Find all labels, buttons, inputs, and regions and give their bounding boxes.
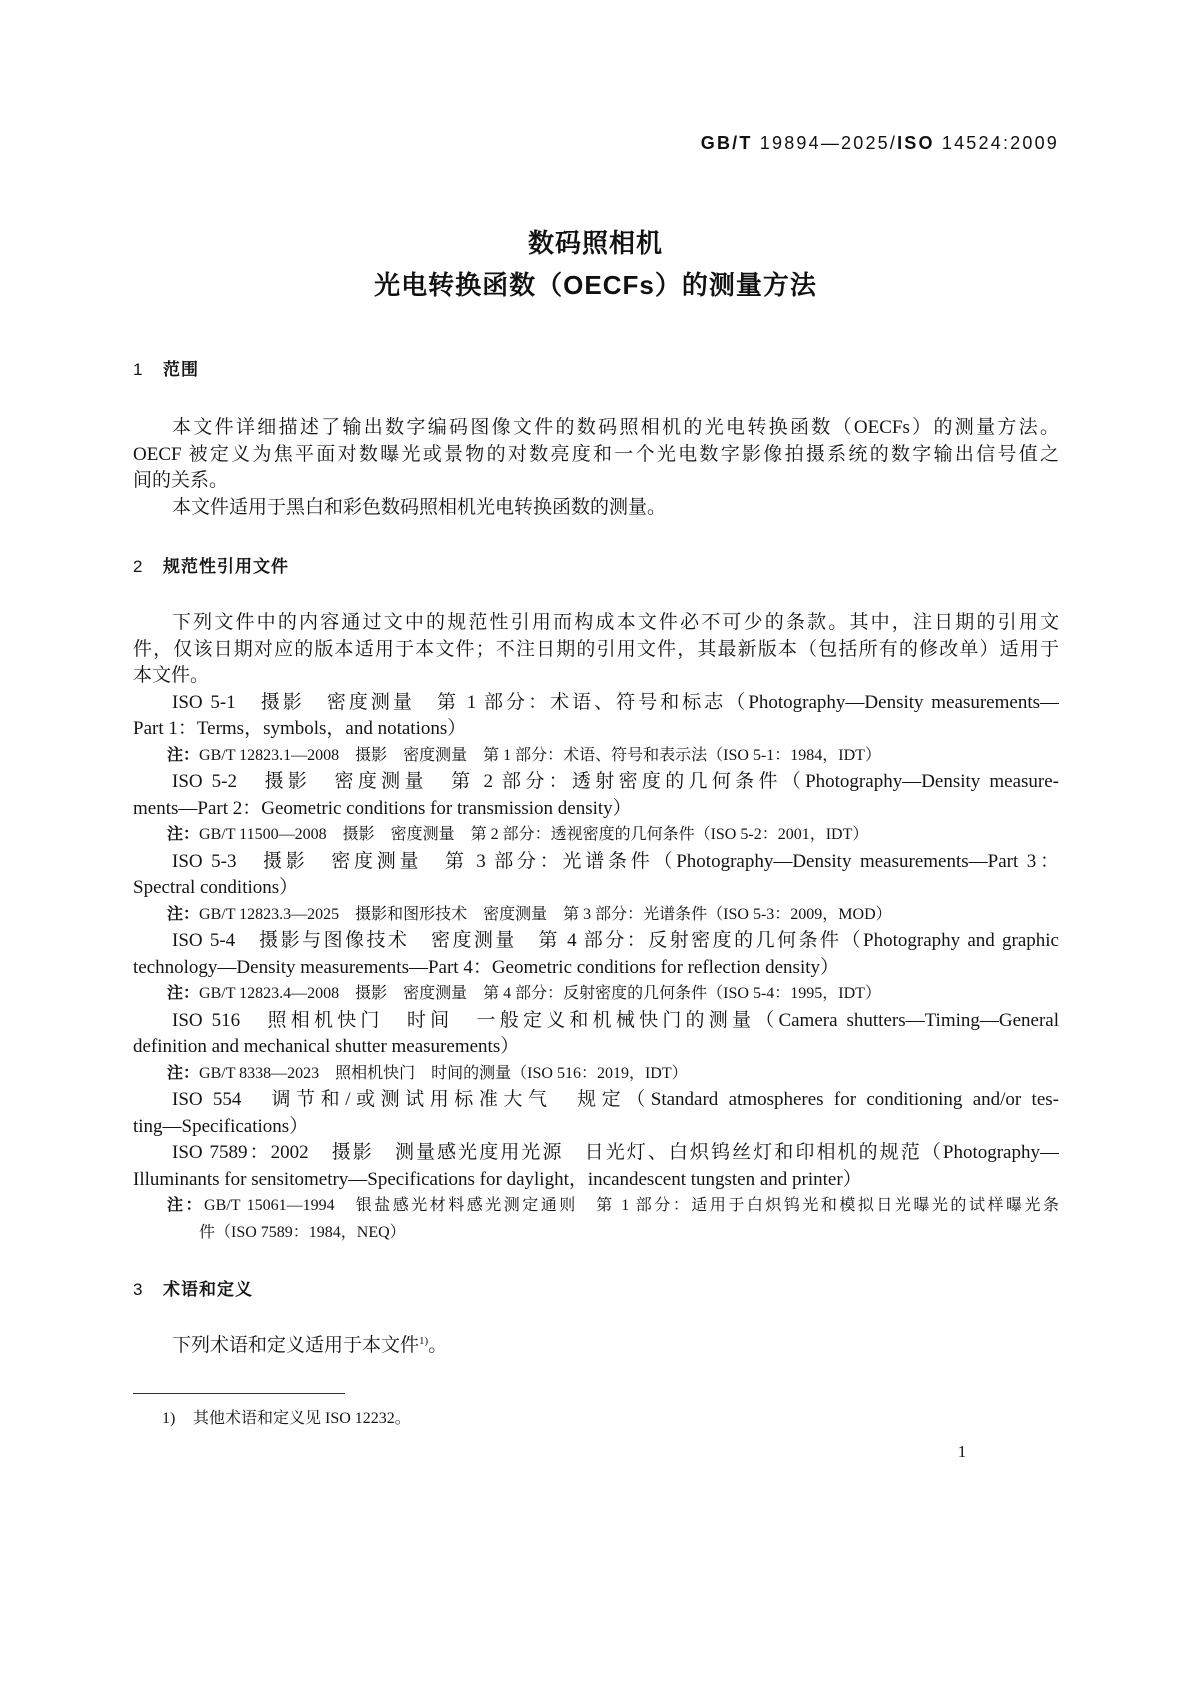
reference-note-continuation: 件（ISO 7589：1984，NEQ） [199,1223,406,1241]
paragraph-text-end: 。 [428,1335,448,1356]
reference-line: ments—Part 2：Geometric conditions for transmission density） [133,797,632,819]
paragraph-line: 本文件详细描述了输出数字编码图像文件的数码照相机的光电转换函数（OECFs）的测量方法。 [172,417,1059,438]
page-number: 1 [957,1442,967,1461]
header-number: 19894—2025/ [752,133,898,153]
note-label: 注： [167,1197,205,1215]
note-text: GB/T 12823.3—2025 摄影和图形技术 密度测量 第 3 部分：光谱条件（ISO 5-3：2009，MOD） [199,905,892,923]
document-title-line-2: 光电转换函数（OECFs）的测量方法 [374,270,817,300]
paragraph-line: 本文件。 [133,665,210,687]
note-label: 注： [167,905,200,923]
note-text: GB/T 12823.4—2008 摄影 密度测量 第 4 部分：反射密度的几何条件（ISO 5-4：1995，IDT） [199,985,881,1003]
footnote-separator [133,1393,345,1394]
note-text: GB/T 15061—1994 银盐感光材料感光测定通则 第 1 部分：适用于白炽钨光和模拟日光曝光的试样曝光条 [204,1197,1059,1215]
header-iso-number: 14524:2009 [934,133,1059,153]
section-2-body [133,610,1059,1246]
reference-note [133,981,1059,1008]
section-number: 3 [133,1280,143,1299]
reference-line: technology—Density measurements—Part 4：Geometric conditions for reflection density） [133,956,839,978]
reference-line: ISO 7589：2002 摄影 测量感光度用光源 日光灯、白炽钨丝灯和印相机的规范（Photography— [172,1142,1059,1164]
footnote-marker: 1) [162,1410,176,1427]
reference-note [133,743,1059,770]
reference-note [133,1061,1059,1088]
reference-note [133,822,1059,849]
reference-line: ting—Specifications） [133,1115,309,1137]
note-text: GB/T 11500—2008 摄影 密度测量 第 2 部分：透视密度的几何条件（ISO 5-2：2001，IDT） [199,826,869,844]
paragraph-line: 件，仅该日期对应的版本适用于本文件；不注日期的引用文件，其最新版本（包括所有的修改单）适用于 [133,638,1059,660]
reference-line: ISO 5-4 摄影与图像技术 密度测量 第 4 部分：反射密度的几何条件（Photography and graphic [172,930,1059,952]
section-title: 术语和定义 [163,1280,253,1299]
reference-line: ISO 5-2 摄影 密度测量 第 2 部分：透射密度的几何条件（Photography—Density measure- [172,771,1059,793]
footnote-text: 其他术语和定义见 ISO 12232。 [193,1410,411,1427]
note-text: GB/T 8338—2023 照相机快门 时间的测量（ISO 516：2019，IDT） [199,1064,688,1082]
section-title: 规范性引用文件 [163,557,289,576]
reference-line: Part 1：Terms，symbols，and notations） [133,718,467,740]
paragraph-line: OECF 被定义为焦平面对数曝光或景物的对数亮度和一个光电数字影像拍摄系统的数字输出信号值之 [133,443,1059,465]
reference-note [133,1193,1059,1220]
section-heading [133,1277,633,1304]
reference-line: ISO 554 调节和/或测试用标准大气 规定（Standard atmospheres for conditioning and/or tes- [172,1089,1059,1111]
paragraph-line: 本文件适用于黑白和彩色数码照相机光电转换函数的测量。 [172,496,667,518]
note-label: 注： [167,746,200,764]
footnote-reference: 1) [419,1335,429,1347]
paragraph-text: 下列术语和定义适用于本文件 [172,1335,420,1356]
paragraph-line: 间的关系。 [133,470,229,492]
reference-line: ISO 5-3 摄影 密度测量 第 3 部分：光谱条件（Photography—Density measurements—Part 3： [172,850,1059,872]
section-3-body [133,1333,1059,1360]
section-number: 1 [133,360,143,379]
note-label: 注： [167,1064,200,1082]
note-text: GB/T 12823.1—2008 摄影 密度测量 第 1 部分：术语、符号和表示法（ISO 5-1：1984，IDT） [199,746,881,764]
header-code: GB/T [700,133,753,153]
section-heading [133,357,633,384]
reference-line: Spectral conditions） [133,877,299,899]
section-title: 范围 [163,360,199,379]
header-iso-code: ISO [897,133,935,153]
reference-note [133,902,1059,929]
section-number: 2 [133,557,143,576]
reference-line: Illuminants for sensitometry—Specifications for daylight，incandescent tungsten and printer） [133,1168,862,1190]
reference-line: ISO 5-1 摄影 密度测量 第 1 部分：术语、符号和标志（Photography—Density measurements— [172,691,1059,713]
reference-line: ISO 516 照相机快门 时间 一般定义和机械快门的测量（Camera shutters—Timing—General [172,1009,1059,1031]
reference-line: definition and mechanical shutter measurements） [133,1036,520,1058]
footnote [133,1408,733,1430]
note-label: 注： [167,826,200,844]
document-title-line-1: 数码照相机 [527,228,663,258]
paragraph-line: 下列文件中的内容通过文中的规范性引用而构成本文件必不可少的条款。其中，注日期的引用文 [172,612,1059,633]
standard-number-header [701,131,1059,155]
section-1-body [133,415,1059,521]
section-heading [133,554,633,581]
note-label: 注： [167,985,200,1003]
paragraph-line [133,1333,1059,1360]
